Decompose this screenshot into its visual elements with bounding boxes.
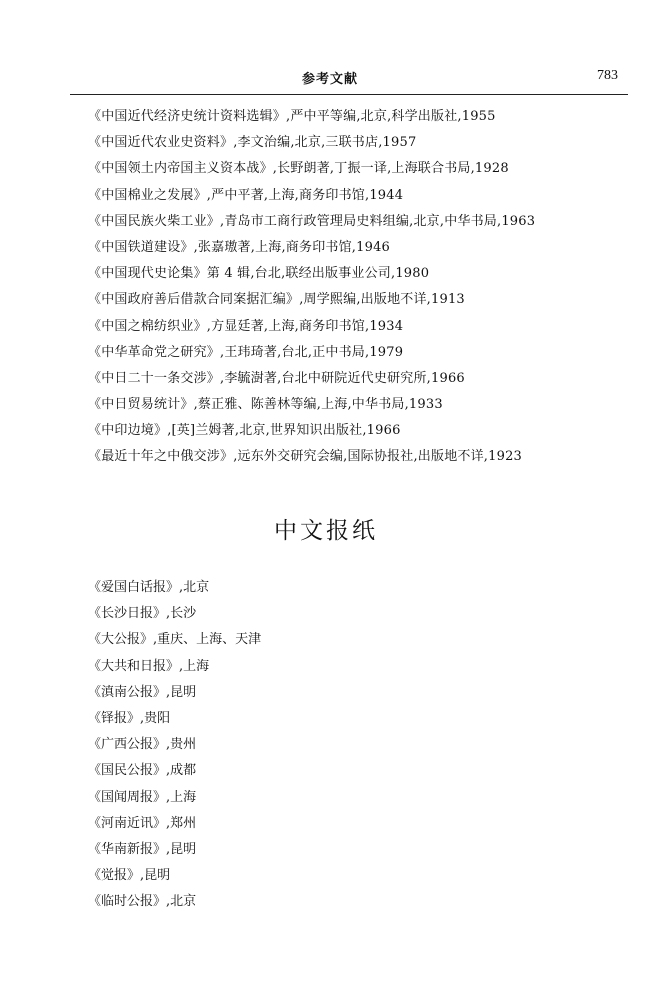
newspaper-entry: 《大共和日报》,上海 <box>88 658 210 674</box>
newspaper-entry: 《临时公报》,北京 <box>88 894 197 910</box>
reference-entry: 《中国领土内帝国主义资本战》,长野朗著,丁振一译,上海联合书局,1928 <box>88 161 509 177</box>
reference-entry: 《中国现代史论集》第 4 辑,台北,联经出版事业公司,1980 <box>88 266 430 282</box>
reference-entry: 《中华革命党之研究》,王玮琦著,台北,正中书局,1979 <box>88 344 404 360</box>
running-title: 参考文献 <box>301 72 358 87</box>
newspaper-entry: 《长沙日报》,长沙 <box>88 606 197 622</box>
newspaper-entry: 《铎报》,贵阳 <box>88 710 171 726</box>
newspaper-entry: 《爱国白话报》,北京 <box>88 580 210 595</box>
newspaper-entry: 《大公报》,重庆、上海、天津 <box>88 632 262 648</box>
reference-entry: 《中国近代农业史资料》,李文治编,北京,三联书店,1957 <box>88 135 417 151</box>
reference-entry: 《中国铁道建设》,张嘉璈著,上海,商务印书馆,1946 <box>88 239 391 255</box>
reference-entry: 《中国近代经济史统计资料选辑》,严中平等编,北京,科学出版社,1955 <box>88 109 496 124</box>
section-title: 中文报纸 <box>274 518 378 544</box>
reference-entry: 《中国之棉纺织业》,方显廷著,上海,商务印书馆,1934 <box>88 318 404 334</box>
reference-list <box>88 104 636 471</box>
page-number: 783 <box>597 68 618 83</box>
header-rule <box>70 94 628 95</box>
reference-entry: 《中日贸易统计》,蔡正雅、陈善林等编,上海,中华书局,1933 <box>88 397 443 413</box>
newspaper-entry: 《觉报》,昆明 <box>88 868 171 884</box>
reference-entry: 《最近十年之中俄交涉》,远东外交研究会编,国际协报社,出版地不详,1923 <box>88 449 523 465</box>
reference-entry: 《中国棉业之发展》,严中平著,上海,商务印书馆,1944 <box>88 187 404 203</box>
newspaper-list <box>88 575 588 915</box>
reference-entry: 《中国民族火柴工业》,青岛市工商行政管理局史料组编,北京,中华书局,1963 <box>88 213 536 229</box>
reference-entry: 《中日二十一条交涉》,李毓澍著,台北中研院近代史研究所,1966 <box>88 370 465 386</box>
newspaper-entry: 《国民公报》,成都 <box>88 763 197 779</box>
newspaper-entry: 《滇南公报》,昆明 <box>88 684 197 700</box>
reference-entry: 《中国政府善后借款合同案据汇编》,周学熙编,出版地不详,1913 <box>88 292 465 308</box>
newspaper-entry: 《国闻周报》,上海 <box>88 789 197 805</box>
newspaper-entry: 《河南近讯》,郑州 <box>88 815 197 831</box>
newspaper-entry: 《华南新报》,昆明 <box>88 841 197 857</box>
reference-entry: 《中印边境》,[英]兰姆著,北京,世界知识出版社,1966 <box>88 423 401 439</box>
running-head <box>70 64 630 94</box>
newspaper-entry: 《广西公报》,贵州 <box>88 737 197 753</box>
